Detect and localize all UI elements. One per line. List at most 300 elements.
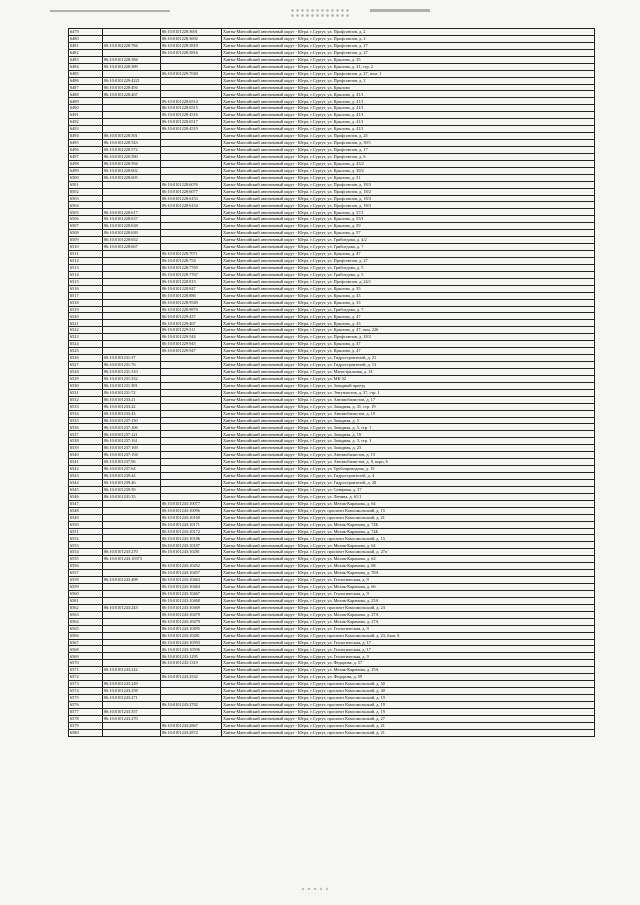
address-cell [222,549,595,556]
address-cell [222,105,595,112]
address-street: ул. Мелик-Карамова, д. 64 [327,542,376,548]
row-number: 6483 [69,56,103,63]
cadastral-number-object [161,160,222,167]
address-street: ул. Профсоюзов, д. 18/3 [327,181,372,187]
address-cell [222,382,595,389]
address-cell [222,91,595,98]
address-cell [222,417,595,424]
address-prefix: Ханты-Мансийский автономный округ - Югра, г.Сургут, [223,195,328,201]
address-prefix: Ханты-Мансийский автономный округ - Югра, г.Сургут, [223,639,328,645]
address-street: ул. Гидростроителей, д. 21 [327,355,377,361]
address-prefix: Ханты-Мансийский автономный округ - Югра, г.Сургут, [223,126,328,132]
address-prefix: Ханты-Мансийский автономный округ - Югра, г.Сургут, [223,251,328,257]
row-number: 6557 [69,570,103,577]
address-street: ул. Профсоюзов, д. 2 [327,36,366,42]
table-row [69,625,595,632]
address-street: ул. Мелик-Карамова, д. 68 [327,563,376,569]
cadastral-number-object [161,708,222,715]
address-cell [222,188,595,195]
address-prefix: Ханты-Мансийский автономный округ - Югра, г.Сургут, [223,715,328,721]
address-street: ул. Автомобилистов, д. 9, корп. 6 [327,459,388,465]
table-row [69,507,595,514]
address-street: ул. Крылова, д. 47 [327,348,361,354]
row-number: 6512 [69,257,103,264]
cadastral-number-object [161,424,222,431]
cadastral-number-object [161,174,222,181]
cadastral-number-object: 86:10:0101243:1295 [161,653,222,660]
address-cell [222,459,595,466]
address-street: ул. Геологическая, д. 9 [327,653,369,659]
address-cell [222,681,595,688]
cadastral-number-land [103,597,161,604]
address-prefix: Ханты-Мансийский автономный округ - Югра, г.Сургут, [223,237,328,243]
address-street: ул. Грибоедова, д. 5 [327,271,364,277]
address-prefix: Ханты-Мансийский автономный округ - Югра, г.Сургут, [223,598,328,604]
table-row [69,563,595,570]
cadastral-number-land: 86:10:0101228:637 [103,216,161,223]
table-row [69,153,595,160]
cadastral-number-object [161,223,222,230]
cadastral-number-land: 86:10:0101228:494 [103,84,161,91]
address-street: ул. Крылова, д. 57 [327,230,361,236]
cadastral-number-land: 86:10:0101231:37 [103,355,161,362]
address-cell [222,653,595,660]
address-prefix: Ханты-Мансийский автономный округ - Югра, г.Сургут, [223,216,328,222]
cadastral-number-object [161,133,222,140]
cadastral-number-object [161,382,222,389]
address-cell [222,507,595,514]
address-prefix: Ханты-Мансийский автономный округ - Югра, г.Сургут, [223,327,328,333]
address-cell [222,660,595,667]
table-row [69,459,595,466]
row-number: 6566 [69,632,103,639]
cadastral-number-land [103,202,161,209]
row-number: 6501 [69,181,103,188]
row-number: 6513 [69,264,103,271]
address-prefix: Ханты-Мансийский автономный округ - Югра, г.Сургут, [223,63,328,69]
cadastral-number-object: 86:10:0101229:437 [161,313,222,320]
cadastral-number-object: 86:10:0101228:3691 [161,29,222,36]
address-prefix: Ханты-Мансийский автономный округ - Югра, г.Сургут, [223,431,328,437]
cadastral-number-land [103,126,161,133]
row-number: 6480 [69,35,103,42]
table-row [69,348,595,355]
address-prefix: Ханты-Мансийский автономный округ - Югра, г.Сургут, [223,528,328,534]
row-number: 6554 [69,549,103,556]
address-prefix: Ханты-Мансийский автономный округ - Югра, г.Сургут, [223,514,328,520]
table-row [69,174,595,181]
address-cell [222,646,595,653]
cadastral-number-land [103,570,161,577]
address-cell [222,674,595,681]
row-number: 6529 [69,375,103,382]
address-cell [222,632,595,639]
scan-artifacts-bottom [300,886,330,894]
table-row [69,334,595,341]
cadastral-number-land: 86:10:0101237:194 [103,452,161,459]
address-street: ул. Крылова, д. 55/1 [327,216,364,222]
address-prefix: Ханты-Мансийский автономный округ - Югра, г.Сургут, [223,556,328,562]
table-row [69,570,595,577]
address-cell [222,618,595,625]
cadastral-number-object: 86:10:0101228:4519 [161,126,222,133]
cadastral-number-object: 86:10:0101243:10197 [161,542,222,549]
cadastral-number-land [103,98,161,105]
cadastral-number-land [103,639,161,646]
address-prefix: Ханты-Мансийский автономный округ - Югра, г.Сургут, [223,334,328,340]
address-cell [222,299,595,306]
cadastral-number-land [103,334,161,341]
address-cell [222,98,595,105]
address-cell [222,590,595,597]
cadastral-number-object: 86:10:0101228:6076 [161,181,222,188]
address-cell [222,362,595,369]
row-number: 6541 [69,459,103,466]
address-prefix: Ханты-Мансийский автономный округ - Югра, г.Сургут, [223,625,328,631]
address-prefix: Ханты-Мансийский автономный округ - Югра, г.Сургут, [223,466,328,472]
row-number: 6507 [69,223,103,230]
address-street: ул. Западная, д. 31, стр. 19 [327,403,376,409]
cadastral-number-object: 86:10:0101243:10593 [161,639,222,646]
cadastral-number-object: 86:10:0101228:9870 [161,306,222,313]
table-row [69,264,595,271]
row-number: 6558 [69,577,103,584]
row-number: 6580 [69,729,103,736]
address-prefix: Ханты-Мансийский автономный округ - Югра, г.Сургут, [223,445,328,451]
address-street: проспект Комсомольский, д. 21 [327,722,385,728]
address-street: ул. Крылова, д. 41/1 [327,126,364,132]
cadastral-number-object [161,375,222,382]
address-prefix: Ханты-Мансийский автономный округ - Югра, г.Сургут, [223,604,328,610]
cadastral-number-land: 86:10:0101243:270 [103,715,161,722]
cadastral-number-object: 86:10:0101243:10481 [161,632,222,639]
cadastral-number-object: 86:10:0101243:10464 [161,584,222,591]
row-number: 6506 [69,216,103,223]
cadastral-number-land [103,35,161,42]
address-prefix: Ханты-Мансийский автономный округ - Югра, г.Сургут, [223,535,328,541]
cadastral-number-object: 86:10:0101243:2867 [161,722,222,729]
address-street: проспект Комсомольский, д. 19 [327,702,385,708]
table-row [69,597,595,604]
address-cell [222,396,595,403]
address-prefix: Ханты-Мансийский автономный округ - Югра, г.Сургут, [223,362,328,368]
row-number: 6540 [69,452,103,459]
table-row [69,195,595,202]
address-prefix: Ханты-Мансийский автономный округ - Югра, г.Сургут, [223,487,328,493]
row-number: 6493 [69,126,103,133]
cadastral-number-land: 86:10:0101228:384 [103,56,161,63]
address-street: ул. Профсоюзов, д. 24/1 [327,278,372,284]
address-street: проспект Комсомольский, д. 19 [327,695,385,701]
table-row [69,667,595,674]
row-number: 6530 [69,382,103,389]
cadastral-number-land: 86:10:0101237:64 [103,466,161,473]
cadastral-number-land [103,119,161,126]
address-prefix: Ханты-Мансийский автономный округ - Югра, г.Сургут, [223,271,328,277]
address-cell [222,84,595,91]
address-prefix: Ханты-Мансийский автономный округ - Югра, г.Сургут, [223,119,328,125]
table-row [69,77,595,84]
address-street: ул. Грибоедова, д. 7 [327,244,364,250]
row-number: 6552 [69,535,103,542]
row-number: 6499 [69,167,103,174]
address-street: ул. Крылова, д. 59 [327,223,361,229]
address-prefix: Ханты-Мансийский автономный округ - Югра, г.Сургут, [223,320,328,326]
row-number: 6508 [69,230,103,237]
address-street: ул. Мелик-Карамова, д. 64 [327,500,376,506]
cadastral-number-land: 86:10:0101228:667 [103,244,161,251]
row-number: 6486 [69,77,103,84]
address-prefix: Ханты-Мансийский автономный округ - Югра, г.Сургут, [223,43,328,49]
table-row [69,382,595,389]
address-cell [222,167,595,174]
address-street: ул. Западная, д. 5 [327,417,359,423]
cadastral-number-land: 86:10:0101237:121 [103,431,161,438]
address-prefix: Ханты-Мансийский автономный округ - Югра, г.Сургут, [223,265,328,271]
address-cell [222,695,595,702]
address-prefix: Ханты-Мансийский автономный округ - Югра, г.Сургут, [223,688,328,694]
cadastral-number-object: 86:10:0101228:754 [161,257,222,264]
cadastral-number-land: 86:10:0101228:605 [103,174,161,181]
cadastral-number-object [161,146,222,153]
cadastral-number-object: 86:10:0101228:815 [161,278,222,285]
address-prefix: Ханты-Мансийский автономный округ - Югра, г.Сургут, [223,70,328,76]
cadastral-number-object [161,466,222,473]
cadastral-number-land [103,257,161,264]
address-cell [222,521,595,528]
cadastral-number-land: 86:10:0101239:59 [103,486,161,493]
cadastral-number-land: 86:10:0101228:389 [103,63,161,70]
cadastral-number-land: 86:10:0101239:44 [103,473,161,480]
address-cell [222,611,595,618]
cadastral-number-land: 86:10:0101243:10373 [103,556,161,563]
register-table [68,28,595,737]
cadastral-number-land: 86:10:0101233:22 [103,403,161,410]
address-cell [222,701,595,708]
cadastral-number-land: 86:10:0101231:391 [103,382,161,389]
cadastral-number-object [161,556,222,563]
address-prefix: Ханты-Мансийский автономный округ - Югра, г.Сургут, [223,709,328,715]
address-cell [222,160,595,167]
address-cell [222,320,595,327]
address-street: ул. Крылова, д. 33 [327,299,361,305]
row-number: 6568 [69,646,103,653]
address-street: ул. Автомобилистов, д. 17 [327,396,376,402]
address-street: ул. Профсоюзов, д. 17 [327,147,368,153]
address-prefix: Ханты-Мансийский автономный округ - Югра, г.Сургут, [223,98,328,104]
address-cell [222,500,595,507]
address-prefix: Ханты-Мансийский автономный округ - Югра, г.Сургут, [223,292,328,298]
address-street: ул. Профсоюзов, д. 18/2 [327,188,372,194]
row-number: 6492 [69,119,103,126]
address-prefix: Ханты-Мансийский автономный округ - Югра, г.Сургут, [223,660,328,666]
cadastral-number-land: 86:10:0101243:270 [103,549,161,556]
address-street: ул. Крылова, д. 31 [327,174,361,180]
row-number: 6524 [69,341,103,348]
address-cell [222,563,595,570]
cadastral-number-land [103,625,161,632]
address-street: проспект Комсомольский, д. 50 [327,681,385,687]
address-cell [222,327,595,334]
table-row [69,35,595,42]
address-cell [222,348,595,355]
row-number: 6494 [69,133,103,140]
cadastral-number-land [103,542,161,549]
address-prefix: Ханты-Мансийский автономный округ - Югра, г.Сургут, [223,611,328,617]
table-row [69,362,595,369]
table-row [69,653,595,660]
row-number: 6531 [69,389,103,396]
cadastral-number-land: 86:10:0101228:652 [103,237,161,244]
cadastral-number-land [103,660,161,667]
table-row [69,486,595,493]
row-number: 6579 [69,722,103,729]
cadastral-number-land [103,674,161,681]
row-number: 6550 [69,521,103,528]
row-number: 6567 [69,639,103,646]
address-prefix: Ханты-Мансийский автономный округ - Югра, г.Сургут, [223,424,328,430]
address-cell [222,493,595,500]
address-prefix: Ханты-Мансийский автономный округ - Югра, г.Сургут, [223,56,328,62]
row-number: 6565 [69,625,103,632]
address-prefix: Ханты-Мансийский автономный округ - Югра, г.Сургут, [223,36,328,42]
table-row [69,188,595,195]
address-street: проспект Комсомольский, д. 23 [327,604,385,610]
table-row [69,237,595,244]
address-street: ул. Северная, д. 37 [327,487,362,493]
cadastral-number-object: 86:10:0101243:2532 [161,674,222,681]
address-cell [222,729,595,736]
address-cell [222,63,595,70]
cadastral-number-land [103,264,161,271]
table-row [69,417,595,424]
address-cell [222,355,595,362]
address-prefix: Ханты-Мансийский автономный округ - Югра, г.Сургут, [223,278,328,284]
row-number: 6543 [69,473,103,480]
table-row [69,403,595,410]
address-prefix: Ханты-Мансийский автономный округ - Югра, г.Сургут, [223,174,328,180]
cadastral-number-land [103,618,161,625]
row-number: 6573 [69,681,103,688]
address-prefix: Ханты-Мансийский автономный округ - Югра, г.Сургут, [223,729,328,735]
cadastral-number-land: 86:10:0101228:580 [103,153,161,160]
cadastral-number-object [161,486,222,493]
cadastral-number-land: 86:10:0101243:249 [103,681,161,688]
address-street: ул. Крылова, д. 41/1 [327,112,364,118]
address-cell [222,153,595,160]
table-row [69,42,595,49]
address-street: ул. Мелик-Карамова, д. 74Б [327,521,379,527]
address-prefix: Ханты-Мансийский автономный округ - Югра, г.Сургут, [223,618,328,624]
address-street: проспект Комсомольский, д. 21 [327,514,385,520]
address-street: ул. Профсоюзов, д. 18/3 [327,202,372,208]
address-street: ул. Крылова, д. 47 [327,313,361,319]
address-street: ул. Крылова, д. 43 [327,320,361,326]
address-street: ул. Гидростроителей, д. 4 [327,473,375,479]
row-number: 6553 [69,542,103,549]
cadastral-number-land [103,195,161,202]
table-row [69,722,595,729]
row-number: 6505 [69,209,103,216]
row-number: 6556 [69,563,103,570]
row-number: 6490 [69,105,103,112]
cadastral-number-land [103,584,161,591]
address-street: ул. Автомобилистов, д. 15 [327,452,376,458]
table-row [69,251,595,258]
table-row [69,632,595,639]
address-cell [222,244,595,251]
address-cell [222,445,595,452]
cadastral-number-land: 86:10:0101243:243 [103,604,161,611]
row-number: 6574 [69,688,103,695]
row-number: 6561 [69,597,103,604]
cadastral-number-land: 86:10:0101228:784 [103,42,161,49]
address-cell [222,479,595,486]
row-number: 6532 [69,396,103,403]
address-cell [222,29,595,36]
address-prefix: Ханты-Мансийский автономный округ - Югра, г.Сургут, [223,438,328,444]
address-street: ул. Трубопроводная, д. 15 [327,466,375,472]
address-prefix: Ханты-Мансийский автономный округ - Югра, г.Сургут, [223,417,328,423]
cadastral-number-object [161,410,222,417]
cadastral-number-land [103,528,161,535]
table-row [69,473,595,480]
table-row [69,105,595,112]
cadastral-number-land [103,646,161,653]
cadastral-number-object: 86:10:0101228:3692 [161,35,222,42]
row-number: 6555 [69,556,103,563]
cadastral-number-land: 86:10:0101228:543 [103,140,161,147]
address-street: ул. Ленина, д. 61/1 [327,493,362,499]
address-prefix: Ханты-Мансийский автономный округ - Югра, г.Сургут, [223,667,328,673]
address-prefix: Ханты-Мансийский автономный округ - Югра, г.Сургут, [223,480,328,486]
table-row [69,493,595,500]
cadastral-number-land [103,105,161,112]
cadastral-number-land: 86:10:0101237:150 [103,417,161,424]
row-number: 6577 [69,708,103,715]
table-row [69,146,595,153]
scan-line [50,10,170,12]
address-cell [222,341,595,348]
row-number: 6571 [69,667,103,674]
address-prefix: Ханты-Мансийский автономный округ - Югра, г.Сургут, [223,493,328,499]
address-prefix: Ханты-Мансийский автономный округ - Югра, г.Сургут, [223,722,328,728]
address-cell [222,146,595,153]
address-cell [222,126,595,133]
row-number: 6498 [69,160,103,167]
row-number: 6548 [69,507,103,514]
row-number: 6542 [69,466,103,473]
table-row [69,327,595,334]
address-street: ул. Крылова, д. 47 [327,341,361,347]
cadastral-number-land [103,590,161,597]
cadastral-number-land: 86:10:0101233:43 [103,410,161,417]
cadastral-number-land [103,278,161,285]
table-row [69,639,595,646]
cadastral-number-object: 86:10:0101243:10479 [161,618,222,625]
address-prefix: Ханты-Мансийский автономный округ - Югра, г.Сургут, [223,341,328,347]
row-number: 6546 [69,493,103,500]
table-row [69,278,595,285]
address-street: ул. Западная, д. 23 [327,445,361,451]
cadastral-number-land: 86:10:0101243:258 [103,688,161,695]
row-number: 6516 [69,285,103,292]
address-cell [222,292,595,299]
cadastral-number-object [161,667,222,674]
address-cell [222,639,595,646]
cadastral-number-land [103,563,161,570]
cadastral-number-object: 86:10:0101228:6517 [161,119,222,126]
